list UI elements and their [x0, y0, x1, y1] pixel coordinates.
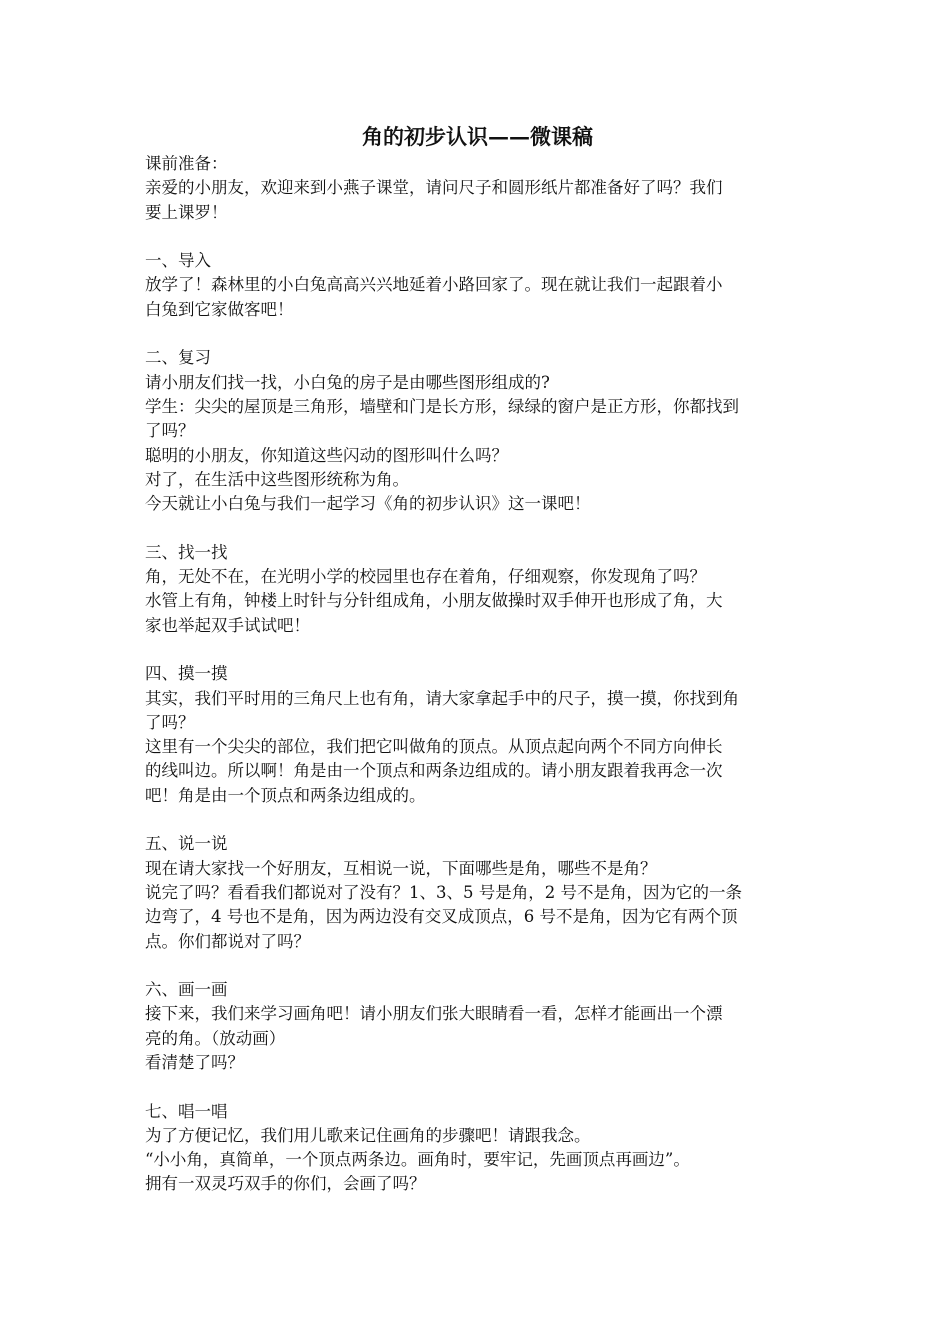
- text-line: 二、复习: [145, 348, 211, 368]
- text-line: 其实，我们平时用的三角尺上也有角，请大家拿起手中的尺子，摸一摸，你找到角: [145, 688, 739, 708]
- text-line: 角，无处不在，在光明小学的校园里也存在着角，仔细观察，你发现角了吗？: [145, 567, 706, 587]
- text-line: 一、导入: [145, 251, 211, 271]
- text-line: 今天就让小白兔与我们一起学习《角的初步认识》这一课吧！: [145, 494, 591, 514]
- text-line: 七、唱一唱: [145, 1101, 228, 1121]
- blank-line: [145, 322, 810, 346]
- blank-line: [145, 638, 810, 662]
- text-line: 要上课罗！: [145, 202, 228, 222]
- text-line: 边弯了，4 号也不是角，因为两边没有交叉成顶点，6 号不是角，因为它有两个顶: [145, 907, 738, 927]
- blank-line: [145, 954, 810, 978]
- text-line: 亮的角。（放动画）: [145, 1028, 286, 1048]
- blank-line: [145, 225, 810, 249]
- text-line: 的线叫边。所以啊！角是由一个顶点和两条边组成的。请小朋友跟着我再念一次: [145, 761, 723, 781]
- text-line: 放学了！森林里的小白兔高高兴兴地延着小路回家了。现在就让我们一起跟着小: [145, 275, 723, 295]
- blank-line: [145, 808, 810, 832]
- text-line: “小小角，真简单，一个顶点两条边。画角时，要牢记，先画顶点再画边”。: [145, 1150, 690, 1170]
- text-line: 为了方便记忆，我们用儿歌来记住画角的步骤吧！请跟我念。: [145, 1125, 591, 1145]
- text-line: 亲爱的小朋友，欢迎来到小燕子课堂，请问尺子和圆形纸片都准备好了吗？我们: [145, 178, 723, 198]
- text-line: 三、找一找: [145, 542, 228, 562]
- text-line: 学生：尖尖的屋顶是三角形，墙壁和门是长方形，绿绿的窗户是正方形，你都找到: [145, 396, 739, 416]
- text-line: 家也举起双手试试吧！: [145, 615, 310, 635]
- text-line: 点。你们都说对了吗？: [145, 931, 310, 951]
- text-line: 白兔到它家做客吧！: [145, 299, 294, 319]
- text-line: 现在请大家找一个好朋友，互相说一说，下面哪些是角，哪些不是角？: [145, 858, 657, 878]
- text-line: 了吗？: [145, 421, 195, 441]
- text-line: 课前准备：: [145, 154, 228, 173]
- text-line: 了吗？: [145, 712, 195, 732]
- text-line: 这里有一个尖尖的部位，我们把它叫做角的顶点。从顶点起向两个不同方向伸长: [145, 737, 723, 757]
- document-lines: [145, 152, 810, 1197]
- text-line: 五、说一说: [145, 834, 228, 854]
- text-line: 说完了吗？看看我们都说对了没有？1、3、5 号是角，2 号不是角，因为它的一条: [145, 882, 742, 902]
- text-line: 吧！角是由一个顶点和两条边组成的。: [145, 785, 426, 805]
- document-body: [145, 120, 810, 1197]
- text-line: 接下来，我们来学习画角吧！请小朋友们张大眼睛看一看，怎样才能画出一个漂: [145, 1004, 723, 1024]
- text-line: 四、摸一摸: [145, 664, 228, 684]
- document-title: 角的初步认识——微课稿: [362, 124, 593, 149]
- text-line: 六、画一画: [145, 980, 228, 1000]
- text-line: 请小朋友们找一找，小白兔的房子是由哪些图形组成的?: [145, 372, 550, 392]
- text-line: 聪明的小朋友，你知道这些闪动的图形叫什么吗？: [145, 445, 508, 465]
- text-line: 对了，在生活中这些图形统称为角。: [145, 469, 409, 489]
- text-line: 拥有一双灵巧双手的你们，会画了吗？: [145, 1174, 426, 1194]
- blank-line: [145, 1075, 810, 1099]
- text-line: 看清楚了吗？: [145, 1052, 244, 1072]
- text-line: 水管上有角，钟楼上时针与分针组成角，小朋友做操时双手伸开也形成了角，大: [145, 591, 723, 611]
- blank-line: [145, 516, 810, 540]
